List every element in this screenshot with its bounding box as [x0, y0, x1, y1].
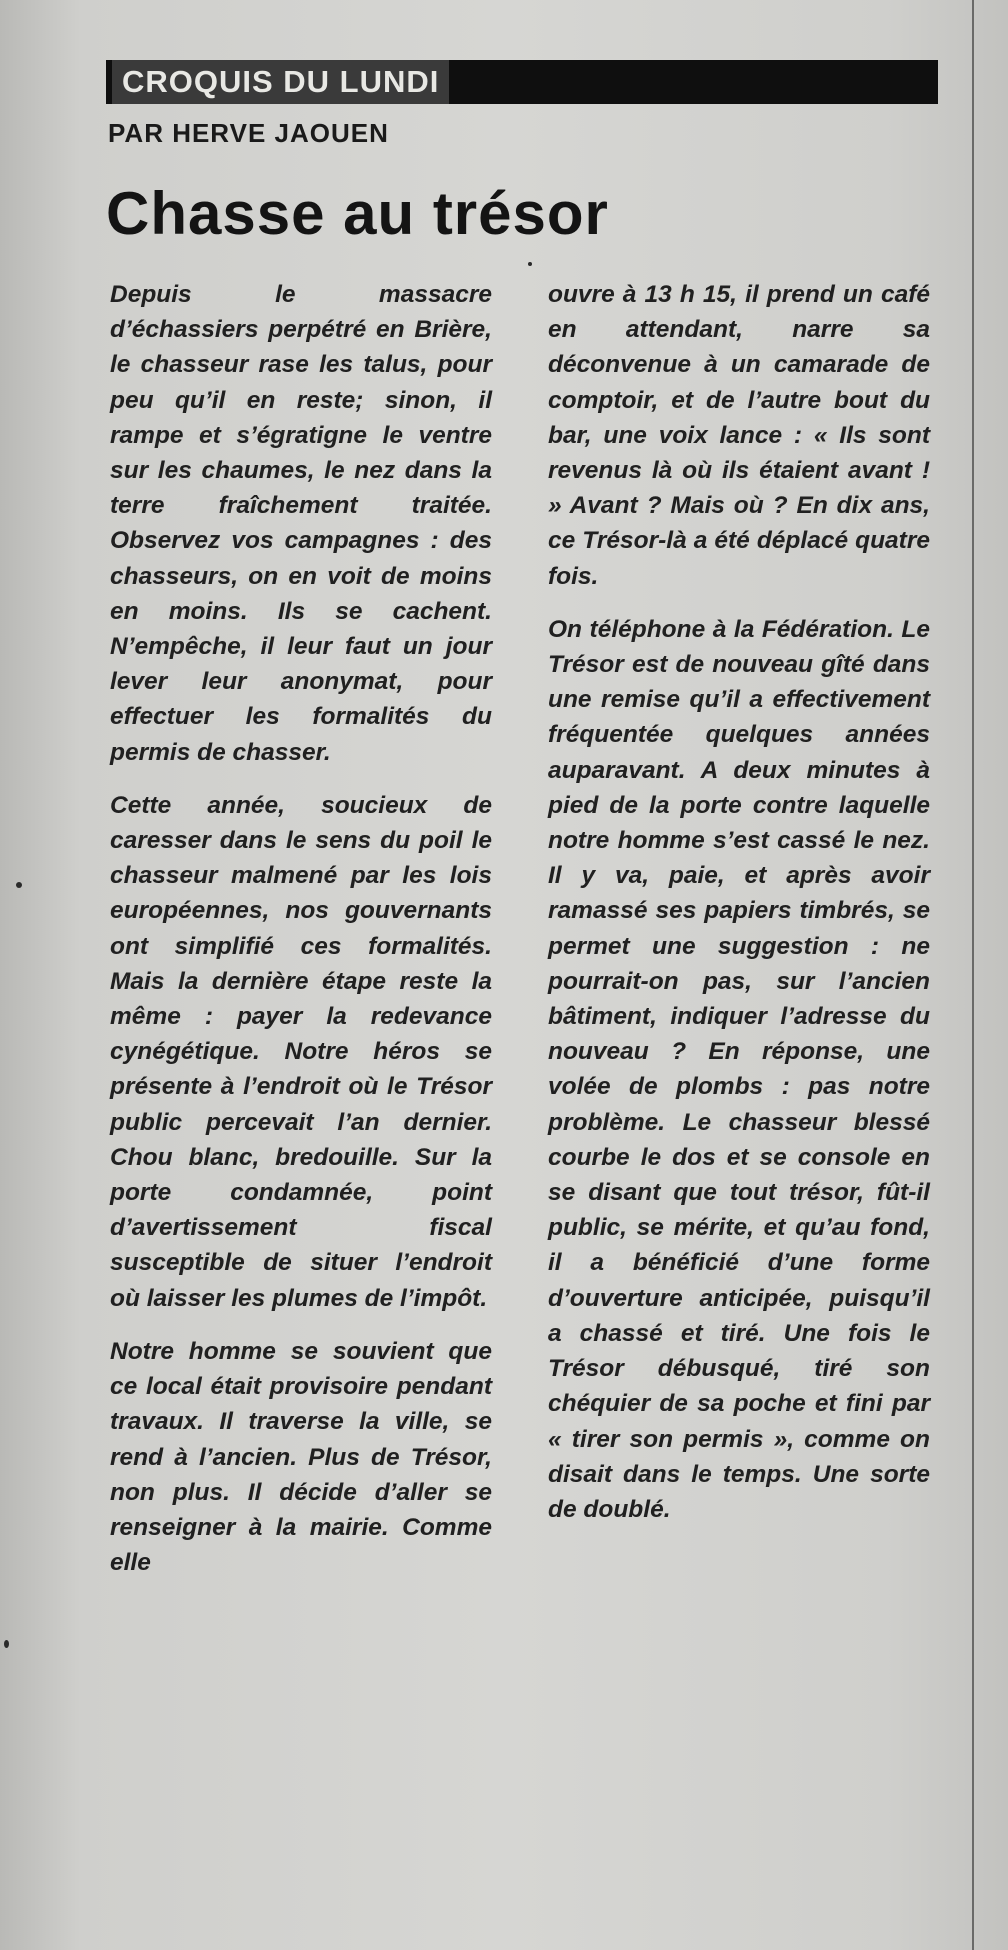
column-rule [972, 0, 974, 1950]
paragraph: Cette année, soucieux de caresser dans le sens du poil le chasseur malmené par les lois européennes, nos gouvernants ont simplifié ces formalités. Mais la dernière étape reste la même : payer la redevance cynégétique. Notre héros se présente à l’endroit où le Trésor public percevait l’an dernier. Chou blanc, bredouille. Sur la porte condamnée, point d’avertissement fiscal susceptible de situer l’endroit où laisser les plumes de l’impôt. [110, 791, 492, 1312]
article-title: Chasse au trésor [106, 180, 609, 247]
ink-speck [528, 262, 532, 266]
right-column [548, 277, 930, 1545]
paragraph: On téléphone à la Fédération. Le Trésor est de nouveau gîté dans une remise qu’il a effectivement fréquentée quelques années auparavant. A deux minutes à pied de la porte contre laquelle notre homme s’est cassé le nez. Il y va, paie, et après avoir ramassé ses papiers timbrés, se permet une suggestion : ne pourrait-on pas, sur l’ancien bâtiment, indiquer l’adresse du nouveau ? En réponse, une volée de plombs : pas notre problème. Le chasseur blessé courbe le dos et se console en se disant que tout trésor, fût-il public, se mérite, et qu’au fond, il a bénéficié d’une forme d’ouverture anticipée, puisqu’il a chassé et tiré. Une fois le Trésor débusqué, tiré son chéquier de sa poche et fini par « tirer son permis », comme on disait dans le temps. Une sorte de doublé. [548, 615, 930, 1523]
byline: PAR HERVE JAOUEN [108, 118, 389, 148]
ink-speck [16, 882, 22, 888]
left-column [110, 277, 492, 1598]
paragraph: Depuis le massacre d’échassiers perpétré en Brière, le chasseur rase les talus, pour peu qu’il en reste; sinon, il rampe et s’égratigne le ventre sur les chaumes, le nez dans la terre fraîchement traitée. Observez vos campagnes : des chasseurs, on en voit de moins en moins. Ils se cachent. N’empêche, il leur faut un jour lever leur anonymat, pour effectuer les formalités du permis de chasser. [110, 281, 492, 766]
paragraph: Notre homme se souvient que ce local était provisoire pendant travaux. Il traverse la ville, se rend à l’ancien. Plus de Trésor, non plus. Il décide d’aller se renseigner à la mairie. Comme elle [110, 1337, 492, 1577]
paragraph: ouvre à 13 h 15, il prend un café en attendant, narre sa déconvenue à un camarade de comptoir, et de l’autre bout du bar, une voix lance : « Ils sont revenus là où ils étaient avant ! » Avant ? Mais où ? En dix ans, ce Trésor-là a été déplacé quatre fois. [548, 281, 930, 590]
ink-speck [4, 1640, 9, 1648]
rubric-title: CROQUIS DU LUNDI [112, 60, 449, 104]
